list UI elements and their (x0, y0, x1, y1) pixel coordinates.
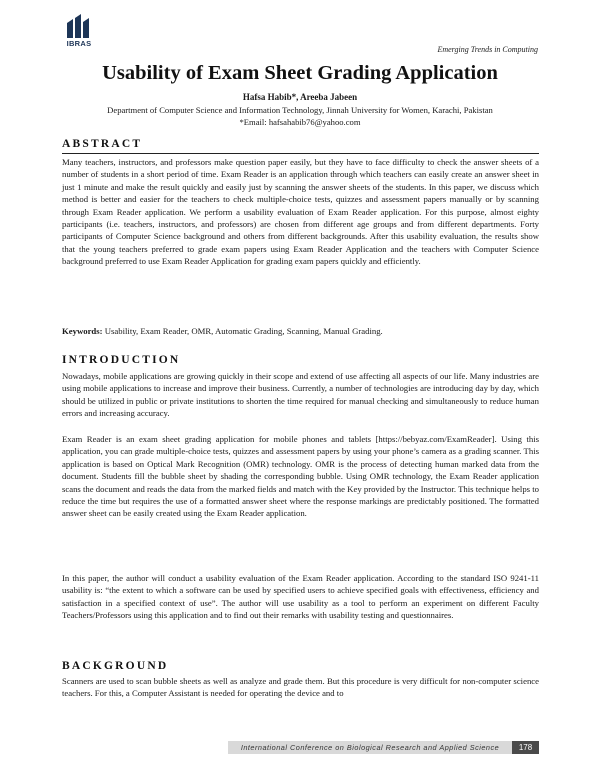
abstract-rule (62, 153, 539, 154)
introduction-paragraph-3: In this paper, the author will conduct a usability evaluation of the Exam Reader application. According to the standard ISO 9241-11 usability is: “the extent to which a software can be used by specified users to achieve specified goals with effectiveness, efficiency and satisfaction in a specified context of use”. The author will use usability as a tool to perform an experiment on different Faculty Teachers/Professors using this application and to find out their remarks with usability testing and questionnaires. (62, 573, 539, 621)
page-number: 178 (512, 741, 539, 754)
background-paragraph-1: Scanners are used to scan bubble sheets as well as analyze and grade them. But this procedure is very difficult for non-computer science teachers. For this, a Computer Assistant is needed for operating the device and to (62, 676, 539, 699)
authors: Hafsa Habib*, Areeba Jabeen (242, 92, 358, 102)
introduction-paragraph-2: Exam Reader is an exam sheet grading application for mobile phones and tablets [https://bebyaz.com/ExamReader]. Using this application, you can grade multiple-choice tests, quizzes and assessment papers by using your phone’s camera as a grading scanner. This application is based on Optical Mark Recognition (OMR) technology. OMR is the process of detecting human marked data from the document. Students fill the bubble sheet by shading the corresponding bubble. Using OMR technology, the Exam Reader application scans the document and reads the data from the marked fields and match with the Key provided by the Instructor. This technique helps to reduce the time but requires the use of a formatted answer sheet where the response markings are predictably positioned. The formatted answer sheet can be easily created using the Exam Reader application. (62, 434, 539, 519)
abstract-text: Many teachers, instructors, and professors make question paper easily, but they have to face difficulty to check the answer sheets of a number of students in a short period of time. Exam Reader is an application through which teachers can easily create an answer sheet in just 1 minute and make the result quickly and easily just by scanning the answer sheets of the students. In this paper, we discuss which method is better and easier for the teachers to check multiple-choice tests, quizzes and assessment papers manually or by scanning through Exam Reader application. We perform a usability evaluation of Exam Reader application. For this purpose, almost eighty participants (i.e. teachers, instructors, and professors) are chosen from different age groups and from different departments. Forty participants of Computer Science background and others from different backgrounds. After this usability evaluation, the results show that the young teachers preferred to grade exam papers using Exam Reader Application and the teachers with Computer Science background preferred to use Exam Reader Application for grading exam papers quickly and efficiently. (62, 157, 539, 267)
logo-text: IBRAS (66, 39, 92, 48)
background-heading: BACKGROUND (62, 660, 169, 672)
paper-title: Usability of Exam Sheet Grading Application (102, 62, 498, 84)
introduction-heading: INTRODUCTION (62, 354, 181, 366)
keywords-label: Keywords: (62, 326, 103, 336)
running-head: Emerging Trends in Computing (437, 45, 538, 54)
affiliation: Department of Computer Science and Information Technology, Jinnah University for Women, Karachi, Pakistan (107, 105, 493, 115)
publisher-logo (62, 14, 96, 48)
introduction-paragraph-1: Nowadays, mobile applications are growing quickly in their scope and extend of use affecting all aspects of our life. Many industries are using mobile applications to increase and improve their business. Currently, a number of technologies are introducing day by day, which should be utilized in public or private institutions to shorten the time required for manual checking and simultaneously to reduce human errors and increasing accuracy. (62, 371, 539, 419)
conference-footer: International Conference on Biological Research and Applied Science (228, 741, 512, 754)
logo-bars-icon (66, 14, 92, 38)
keywords-text: Usability, Exam Reader, OMR, Automatic Grading, Scanning, Manual Grading. (104, 326, 383, 336)
keywords (62, 326, 539, 336)
abstract-heading: ABSTRACT (62, 138, 143, 150)
email: *Email: hafsahabib76@yahoo.com (239, 117, 361, 127)
